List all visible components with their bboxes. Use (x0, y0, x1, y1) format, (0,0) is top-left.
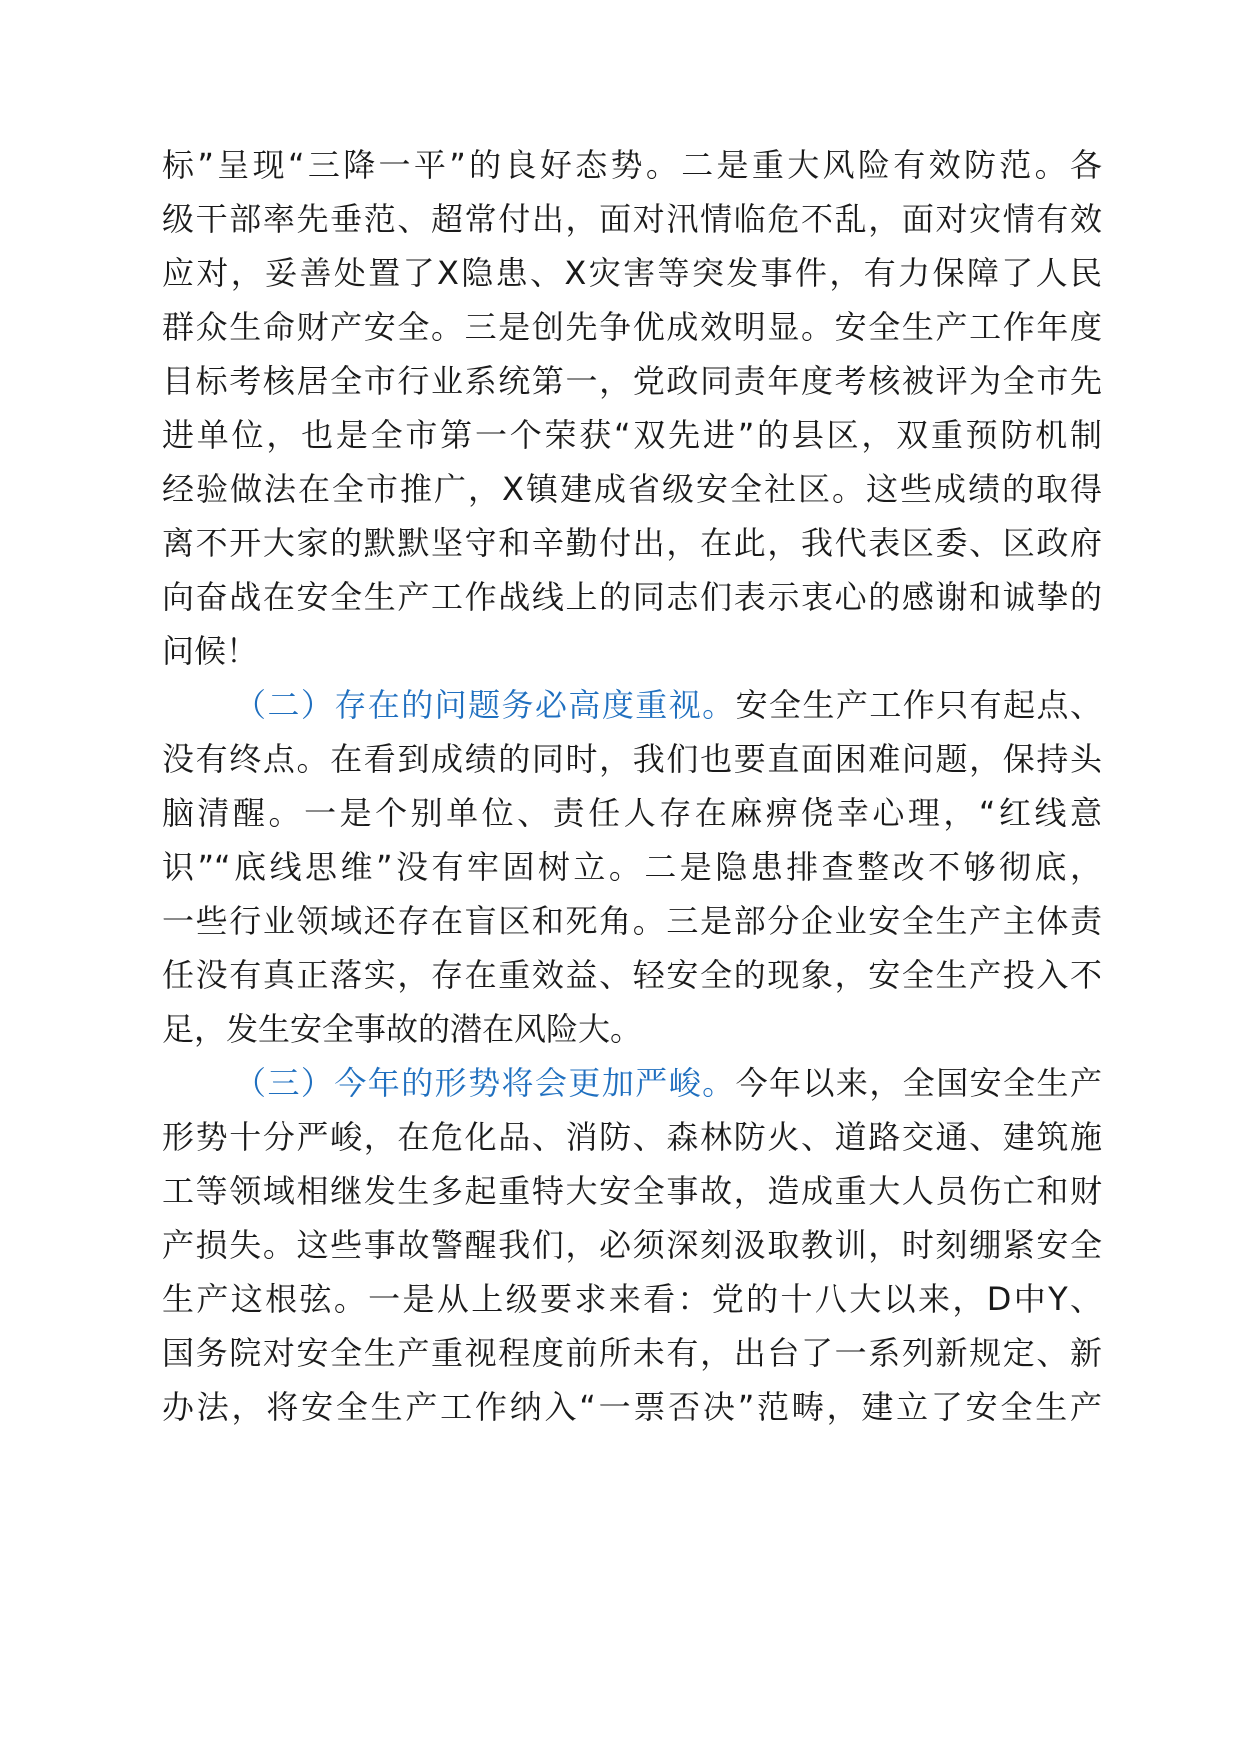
body-text-line: 经验做法在全市推广，X镇建成省级安全社区。这些成绩的取得 (162, 470, 1102, 508)
section-two-first-line (234, 681, 1102, 729)
body-text-line: 群众生命财产安全。三是创先争优成效明显。安全生产工作年度 (162, 308, 1102, 346)
body-text-line: 办法，将安全生产工作纳入“一票否决”范畴，建立了安全生产 (162, 1388, 1102, 1426)
body-text-line: 脑清醒。一是个别单位、责任人存在麻痹侥幸心理，“红线意 (162, 794, 1102, 832)
body-text-line: 向奋战在安全生产工作战线上的同志们表示衷心的感谢和诚挚的 (162, 578, 1102, 616)
body-text-line: 形势十分严峻，在危化品、消防、森林防火、道路交通、建筑施 (162, 1118, 1102, 1156)
body-text-line: 进单位，也是全市第一个荣获“双先进”的县区，双重预防机制 (162, 416, 1102, 454)
body-text-line: 国务院对安全生产重视程度前所未有，出台了一系列新规定、新 (162, 1334, 1102, 1372)
section-three-first-line (234, 1059, 1102, 1107)
section-two-heading: （二）存在的问题务必高度重视。 (234, 686, 736, 724)
body-text-line: 一些行业领域还存在盲区和死角。三是部分企业安全生产主体责 (162, 902, 1102, 940)
section-three-heading: （三）今年的形势将会更加严峻。 (234, 1064, 736, 1102)
body-text-line: 任没有真正落实，存在重效益、轻安全的现象，安全生产投入不 (162, 956, 1102, 994)
body-text-line: 问候！ (162, 632, 259, 670)
body-text-line: 级干部率先垂范、超常付出，面对汛情临危不乱，面对灾情有效 (162, 200, 1102, 238)
body-text-line: 没有终点。在看到成绩的同时，我们也要直面困难问题，保持头 (162, 740, 1102, 778)
body-text-line: 标”呈现“三降一平”的良好态势。二是重大风险有效防范。各 (162, 146, 1102, 184)
body-text-line: 足，发生安全事故的潜在风险大。 (162, 1010, 643, 1048)
body-text-line: 识”“底线思维”没有牢固树立。二是隐患排查整改不够彻底， (162, 848, 1102, 886)
body-text-line: 生产这根弦。一是从上级要求来看：党的十八大以来，D中Y、 (162, 1280, 1102, 1318)
body-text-line: 产损失。这些事故警醒我们，必须深刻汲取教训，时刻绷紧安全 (162, 1226, 1102, 1264)
body-text-line: 目标考核居全市行业系统第一，党政同责年度考核被评为全市先 (162, 362, 1102, 400)
body-text-line: 应对，妥善处置了X隐患、X灾害等突发事件，有力保障了人民 (162, 254, 1102, 292)
body-text-run: 安全生产工作只有起点、 (735, 686, 1102, 724)
body-text-line: 工等领域相继发生多起重特大安全事故，造成重大人员伤亡和财 (162, 1172, 1102, 1210)
body-text-line: 离不开大家的默默坚守和辛勤付出，在此，我代表区委、区政府 (162, 524, 1102, 562)
body-text-run: 今年以来，全国安全生产 (735, 1064, 1102, 1102)
